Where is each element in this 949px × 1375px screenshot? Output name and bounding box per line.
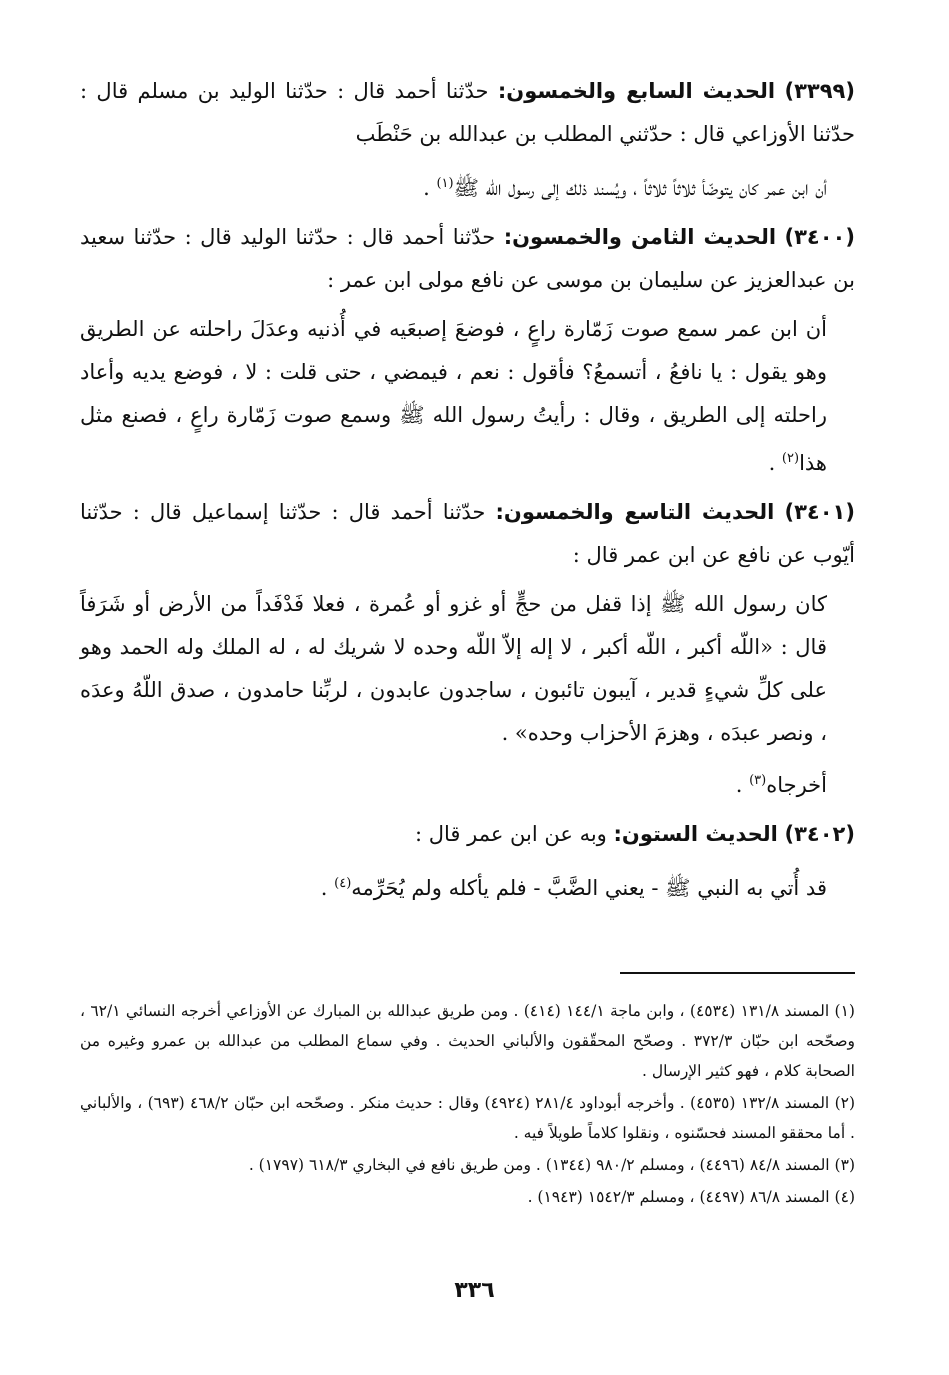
hadith-3401-text [80,583,855,755]
footnote-line: المسند ٨٤/٨ (٤٤٩٦) ، ومسلم ٩٨٠/٢ (١٣٤٤) . ومن طريق نافع في البخاري ٦١٨/٣ (١٧٩٧) . [248,1156,830,1174]
hadith-matn: أن ابن عمر سمع صوت زَمّارة راعٍ ، فوضعَ إصبعَيه في أُذنيه وعدَلَ راحلته عن الطريق وهو يقول : يا نافعُ ، أتسمعُ؟ فأقول : نعم ، فيمضي ، حتى قلت : لا ، فوضع يديه وأعاد راحلته إلى الطريق ، وقال : رأيتُ رسول الله ﷺ وسمع صوت زَمّارة راعٍ ، فصنع مثل هذا [80,317,827,475]
footnote-3 [80,1150,855,1180]
hadith-matn: أن ابن عمر كان يتوضّأ ثلاثاً ثلاثاً ، ويُسند ذلك إلى رسول الله ﷺ [453,176,827,200]
hadith-isnad: حدّثنا أحمد قال : حدّثنا الوليد قال : حدّثنا سعيد بن عبدالعزيز عن سليمان بن موسى عن نافع مولى ابن عمر : [80,225,855,292]
hadith-number: (٣٤٠٠) [784,225,855,249]
hadith-title: الحديث الثامن والخمسون: [503,225,777,249]
footnote-line: المسند ٨٦/٨ (٤٤٩٧) ، ومسلم ١٥٤٢/٣ (١٩٤٣) . [527,1188,830,1206]
hadith-matn: قد أُتي به النبي ﷺ - يعني الضَّبَّ - فلم يأكله ولم يُحَرِّمه [351,876,827,900]
hadith-3400-text: أن ابن عمر سمع صوت زَمّارة راعٍ ، فوضعَ إصبعَيه في أُذنيه وعدَلَ راحلته عن الطريق وهو يقول : يا نافعُ ، أتسمعُ؟ فأقول : نعم ، فيمضي ، حتى قلت : لا ، فوضع يديه وأعاد راحلته إلى الطريق ، وقال : رأيتُ رسول الله ﷺ وسمع صوت زَمّارة راعٍ ، فصنع مثل هذا$^{(٢)}$ . [80,317,827,475]
footnote-line: ٤٦٨/٢ (٦٩٣) ، والألباني . أما محققو المسند فحسّنوه ، ونقلوا كلاماً طويلاً فيه . [80,1094,855,1142]
hadith-title: الحديث السابع والخمسون: [497,79,776,103]
hadith-isnad: حدّثنا أحمد قال : حدّثنا إسماعيل قال : حدّثنا أيّوب عن نافع عن ابن عمر قال : [80,500,855,567]
hadith-title: الحديث الستون: [613,822,778,846]
page-number: ٣٣٦ [454,1278,495,1303]
hadith-3399 [80,70,855,156]
hadith-3402 [80,813,855,856]
footnote-number: (٤) [834,1188,855,1206]
hadith-title: الحديث التاسع والخمسون: [495,500,775,524]
footnote-line: المسند ١٣١/٨ (٤٥٣٤) ، وابن ماجة ١٤٤/١ (٤١٤) . ومن طريق عبدالله بن المبارك عن الأوزاعي أخرجه [180,1002,830,1020]
hadith-isnad: حدّثنا أحمد قال : حدّثنا الوليد بن مسلم قال : حدّثنا الأوزاعي قال : حدّثني المطلب بن عبدالله بن حَنْطَب [80,79,855,146]
footnote-1 [80,996,855,1086]
hadith-matn: كان رسول الله ﷺ إذا قفل من حجٍّ أو غزو أو عُمرة ، فعلا فَدْفَداً من الأرض أو شَرَفاً قال : «اللّه أكبر ، اللّه أكبر ، لا إله إلاّ اللّه وحده لا شريك له ، له الملك وله الحمد وهو على كلِّ شيءٍ قدير ، آيبون تائبون ، ساجدون عابدون ، لربِّنا حامدون ، صدق اللّهُ وعدَه ، ونصر عبدَه ، وهزمَ الأحزاب وحده» . [80,592,827,745]
footnote-divider [620,972,855,974]
footnote-ref: (٣) [749,773,767,788]
footnote-ref: (١) [436,176,454,191]
hadith-3400 [80,216,855,302]
footnote-line: من عبدالله بن عمرو وغيره من الصحابة كلام ، فهو كثير الإرسال . [80,1032,855,1080]
footnotes [80,996,855,1214]
footnote-line: النسائي ٦٢/١ ، وصحّحه ابن حبّان ٣٧٢/٣ . وصحّح المحقّقون والألباني الحديث . وفي سماع المطلب [80,1002,855,1050]
hadith-3401-takhrij: أخرجاه$^{(٣)}$ . [735,773,827,797]
footnote-ref: (٤) [334,876,352,891]
hadith-isnad: وبه عن ابن عمر قال : [414,822,607,846]
main-text [80,70,855,916]
footnote-line: المسند ١٣٢/٨ (٤٥٣٥) . وأخرجه أبوداود ٢٨١/٤ (٤٩٢٤) وقال : حديث منكر . وصحّحه ابن حبّان [233,1094,830,1112]
footnote-ref: (٢) [781,451,800,466]
hadith-3399-text: أن ابن عمر كان يتوضّأ ثلاثاً ثلاثاً ، ويُسند ذلك إلى رسول الله ﷺ$^{(١)}$ . [423,176,827,200]
hadith-number: (٣٤٠٢) [784,822,855,846]
hadith-3402-text: قد أُتي به النبي ﷺ - يعني الضَّبَّ - فلم يأكله ولم يُحَرِّمه$^{(٤)}$ . [320,876,827,900]
footnote-number: (٢) [834,1094,856,1112]
footnote-2 [80,1088,855,1148]
footnote-4 [80,1182,855,1212]
footnote-number: (١) [834,1002,855,1020]
takhrij: أخرجاه [766,773,827,797]
hadith-number: (٣٤٠١) [784,500,855,524]
footnote-number: (٣) [834,1156,855,1174]
hadith-3401 [80,491,855,577]
hadith-number: (٣٣٩٩) [784,79,855,103]
